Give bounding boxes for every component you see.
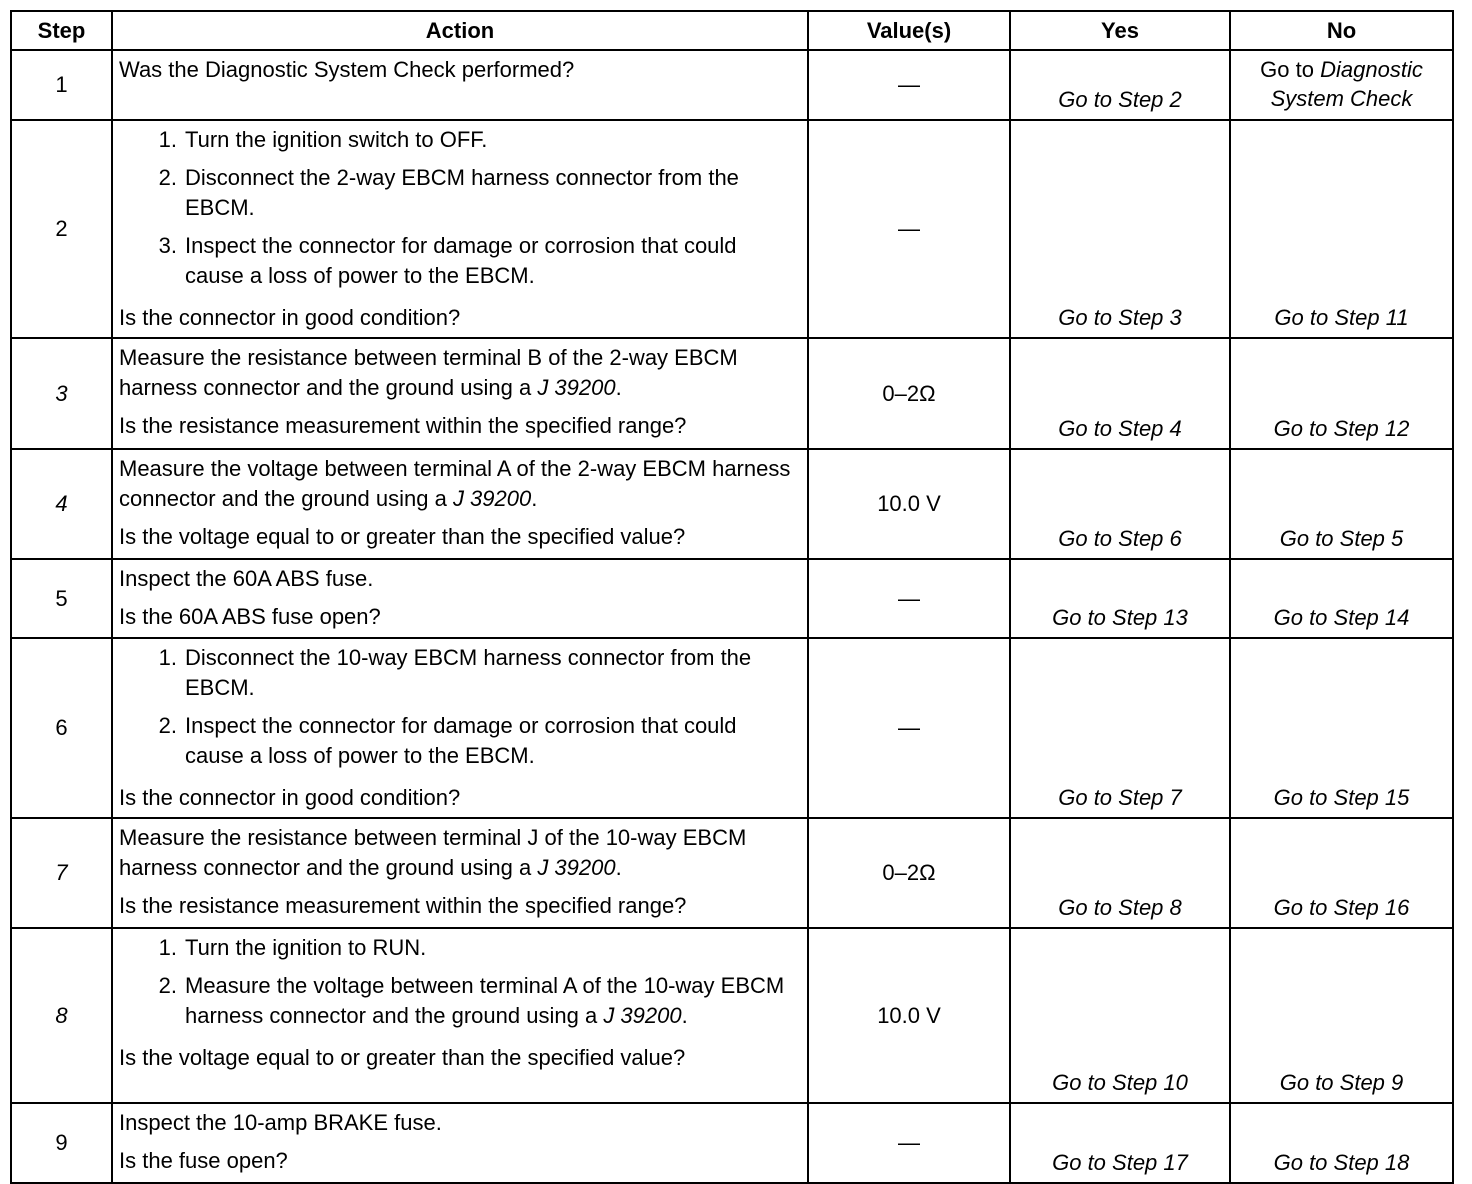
step-number: 7 xyxy=(11,818,112,928)
no-cell: Go to Step 15 xyxy=(1230,638,1453,818)
action-cell xyxy=(112,449,808,559)
step-number: 9 xyxy=(11,1103,112,1183)
action-question: Is the connector in good condition? xyxy=(119,785,461,810)
table-row xyxy=(11,120,1453,338)
value-cell: 10.0 V xyxy=(808,928,1010,1103)
step-number: 8 xyxy=(11,928,112,1103)
action-question: Is the voltage equal to or greater than the specified value? xyxy=(119,524,686,549)
list-item: 1. Disconnect the 10-way EBCM harness connector from the EBCM. xyxy=(158,645,752,700)
yes-cell: Go to Step 3 xyxy=(1010,120,1230,338)
no-cell: Go to Step 14 xyxy=(1230,559,1453,638)
action-cell xyxy=(112,1103,808,1183)
tool-name: J 39200 xyxy=(603,1003,682,1028)
yes-cell: Go to Step 6 xyxy=(1010,449,1230,559)
list-item: 1. Turn the ignition to RUN. xyxy=(158,935,427,960)
no-cell: Go to Step 9 xyxy=(1230,928,1453,1103)
value-cell: — xyxy=(808,559,1010,638)
yes-cell: Go to Step 4 xyxy=(1010,338,1230,449)
action-question: Is the fuse open? xyxy=(119,1148,288,1173)
list-item: 1. Turn the ignition switch to OFF. xyxy=(158,127,488,152)
value-cell: — xyxy=(808,638,1010,818)
value-cell: — xyxy=(808,120,1010,338)
step-number: 2 xyxy=(11,120,112,338)
action-question: Is the resistance measurement within the specified range? xyxy=(119,893,687,918)
no-text: Go to xyxy=(1260,57,1314,82)
tool-name: J 39200 xyxy=(537,855,616,880)
table-row xyxy=(11,559,1453,638)
header-no: No xyxy=(1230,11,1453,50)
action-cell xyxy=(112,638,808,818)
no-cell: Go to Step 12 xyxy=(1230,338,1453,449)
action-question: Was the Diagnostic System Check performed? xyxy=(119,57,575,82)
diagnostic-table xyxy=(10,10,1454,1184)
step-number: 5 xyxy=(11,559,112,638)
action-cell xyxy=(112,50,808,120)
action-question: Is the voltage equal to or greater than the specified value? xyxy=(119,1045,686,1070)
action-cell xyxy=(112,928,808,1103)
step-number: 1 xyxy=(11,50,112,120)
list-item: 2. Inspect the connector for damage or corrosion that could cause a loss of power to the EBCM. xyxy=(158,713,737,768)
header-action: Action xyxy=(112,11,808,50)
no-link-text: Diagnostic System Check xyxy=(1270,57,1423,111)
no-cell xyxy=(1230,50,1453,120)
table-row xyxy=(11,50,1453,120)
yes-cell: Go to Step 17 xyxy=(1010,1103,1230,1183)
tool-name: J 39200 xyxy=(537,375,616,400)
tool-name: J 39200 xyxy=(452,486,532,511)
action-text: Measure the resistance between terminal J of the 10-way EBCM harness connector and the ground using a J 39200. xyxy=(119,825,747,880)
action-cell xyxy=(112,338,808,449)
action-cell xyxy=(112,818,808,928)
yes-cell: Go to Step 2 xyxy=(1010,50,1230,120)
instruction-list xyxy=(119,643,803,779)
value-cell: 0–2Ω xyxy=(808,338,1010,449)
header-yes: Yes xyxy=(1010,11,1230,50)
table-row xyxy=(11,1103,1453,1183)
value-cell: — xyxy=(808,1103,1010,1183)
list-item: 2. Measure the voltage between terminal A of the 10-way EBCM harness connector and the ground using a J 39200. xyxy=(158,973,785,1028)
yes-cell: Go to Step 10 xyxy=(1010,928,1230,1103)
action-cell xyxy=(112,559,808,638)
table-row xyxy=(11,928,1453,1103)
action-question: Is the connector in good condition? xyxy=(119,305,461,330)
value-cell: 10.0 V xyxy=(808,449,1010,559)
list-item: 2. Disconnect the 2-way EBCM harness connector from the EBCM. xyxy=(158,165,739,220)
step-number: 4 xyxy=(11,449,112,559)
no-cell: Go to Step 18 xyxy=(1230,1103,1453,1183)
yes-cell: Go to Step 13 xyxy=(1010,559,1230,638)
step-number: 6 xyxy=(11,638,112,818)
no-cell: Go to Step 11 xyxy=(1230,120,1453,338)
action-cell xyxy=(112,120,808,338)
header-step: Step xyxy=(11,11,112,50)
header-row xyxy=(11,11,1453,50)
yes-cell: Go to Step 8 xyxy=(1010,818,1230,928)
action-text: Inspect the 60A ABS fuse. xyxy=(119,566,374,591)
yes-cell: Go to Step 7 xyxy=(1010,638,1230,818)
value-cell: 0–2Ω xyxy=(808,818,1010,928)
action-text: Measure the voltage between terminal A of the 2-way EBCM harness connector and the ground using a J 39200. xyxy=(119,456,791,511)
table-row xyxy=(11,638,1453,818)
action-text: Measure the resistance between terminal B of the 2-way EBCM harness connector and the ground using a J 39200. xyxy=(119,345,738,400)
action-question: Is the resistance measurement within the specified range? xyxy=(119,413,687,438)
action-text: Inspect the 10-amp BRAKE fuse. xyxy=(119,1110,442,1135)
instruction-list xyxy=(119,125,803,299)
step-number: 3 xyxy=(11,338,112,449)
instruction-list xyxy=(119,933,803,1039)
header-values: Value(s) xyxy=(808,11,1010,50)
table-row xyxy=(11,338,1453,449)
no-cell: Go to Step 5 xyxy=(1230,449,1453,559)
action-question: Is the 60A ABS fuse open? xyxy=(119,604,381,629)
no-cell: Go to Step 16 xyxy=(1230,818,1453,928)
table-row xyxy=(11,818,1453,928)
list-item: 3. Inspect the connector for damage or corrosion that could cause a loss of power to the EBCM. xyxy=(158,233,737,288)
table-row xyxy=(11,449,1453,559)
value-cell: — xyxy=(808,50,1010,120)
